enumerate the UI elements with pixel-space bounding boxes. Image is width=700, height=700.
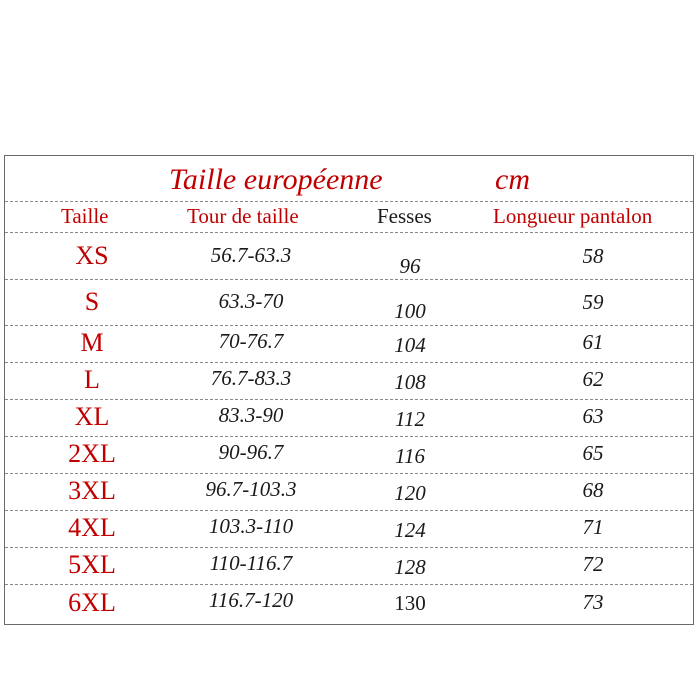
table-title-row [5, 156, 693, 202]
table-row [5, 436, 693, 474]
size-cell: 2XL [68, 439, 116, 468]
hips-cell: 128 [394, 555, 426, 579]
waist-cell: 83.3-90 [218, 403, 284, 427]
hips-cell: 112 [395, 407, 425, 431]
length-cell: 59 [582, 290, 604, 314]
size-cell: L [84, 365, 100, 394]
length-cell: 68 [582, 478, 604, 502]
size-cell: XL [74, 402, 110, 431]
waist-cell: 63.3-70 [218, 289, 284, 313]
length-cell: 65 [582, 441, 604, 465]
header-waist: Tour de taille [187, 204, 299, 228]
hips-cell: 116 [395, 444, 425, 468]
hips-cell: 104 [394, 333, 426, 357]
hips-cell: 124 [394, 518, 426, 542]
table-title: Taille européenne [169, 163, 383, 196]
size-cell: 4XL [68, 513, 116, 542]
size-cell: 3XL [68, 476, 116, 505]
waist-cell: 70-76.7 [218, 329, 284, 353]
hips-cell: 130 [394, 591, 426, 615]
length-cell: 61 [582, 330, 604, 354]
waist-cell: 96.7-103.3 [205, 477, 297, 501]
table-row [5, 233, 693, 280]
unit-label: cm [495, 163, 530, 196]
hips-cell: 120 [394, 481, 426, 505]
table-row [5, 547, 693, 585]
table-row [5, 399, 693, 437]
length-cell: 72 [582, 552, 604, 576]
waist-cell: 116.7-120 [208, 588, 294, 612]
waist-cell: 76.7-83.3 [210, 366, 292, 390]
hips-cell: 108 [394, 370, 426, 394]
length-cell: 63 [582, 404, 604, 428]
table-row [5, 325, 693, 363]
hips-cell: 100 [394, 299, 426, 323]
size-cell: XS [75, 241, 109, 270]
table-row [5, 279, 693, 326]
table-row [5, 362, 693, 400]
length-cell: 58 [582, 244, 604, 268]
size-cell: 6XL [68, 588, 116, 617]
waist-cell: 56.7-63.3 [210, 243, 292, 267]
header-length: Longueur pantalon [493, 204, 653, 228]
size-chart-table [4, 155, 694, 625]
waist-cell: 110-116.7 [209, 551, 293, 575]
size-cell: S [84, 287, 100, 316]
waist-cell: 103.3-110 [208, 514, 294, 538]
length-cell: 62 [582, 367, 604, 391]
length-cell: 73 [582, 590, 604, 614]
header-size: Taille [61, 204, 109, 228]
length-cell: 71 [582, 515, 604, 539]
table-row [5, 510, 693, 548]
header-hips: Fesses [377, 204, 432, 228]
hips-cell: 96 [399, 254, 421, 278]
table-row [5, 584, 693, 619]
column-header-row [5, 202, 693, 233]
size-cell: M [80, 328, 104, 357]
size-cell: 5XL [68, 550, 116, 579]
table-row [5, 473, 693, 511]
waist-cell: 90-96.7 [218, 440, 284, 464]
